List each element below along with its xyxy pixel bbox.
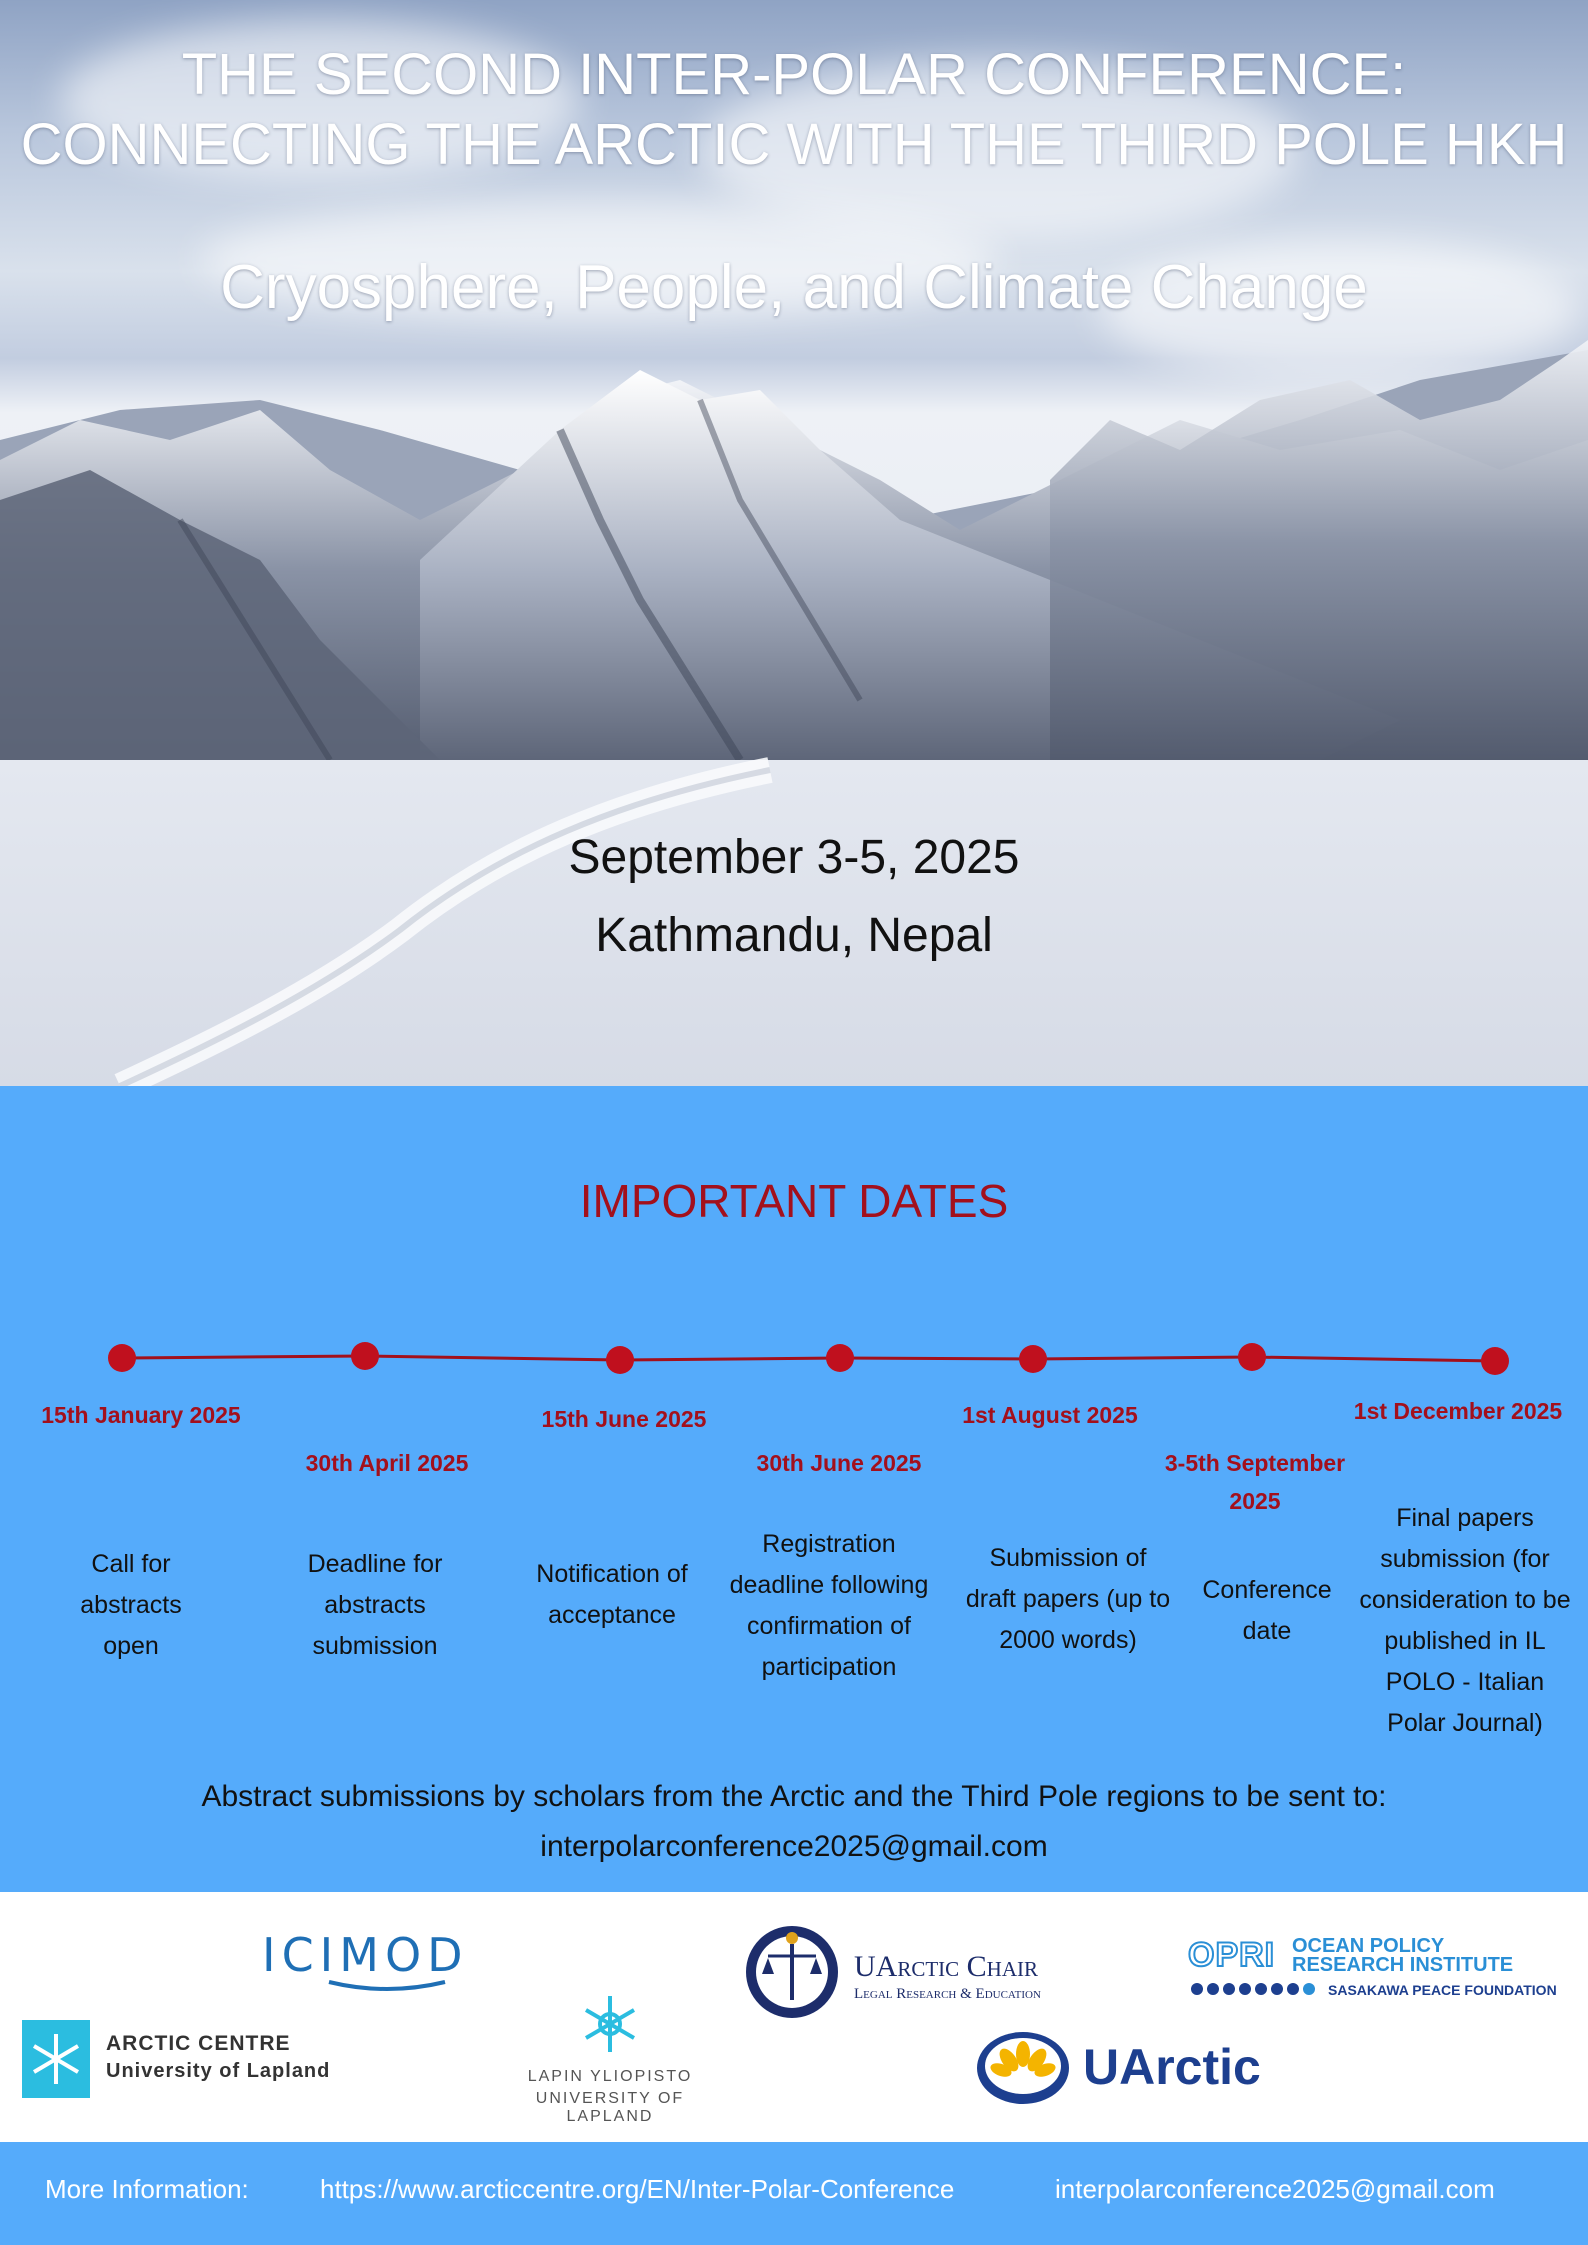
hero-banner: [0, 0, 1588, 1086]
milestone-desc-3: Notification of acceptance: [536, 1560, 688, 1629]
timeline-marker-2: [351, 1342, 379, 1370]
footer-bar: [0, 2142, 1588, 2245]
milestone-desc-7: Final papers submission (for consideration to be published in IL POLO - Italian Polar Journal): [1359, 1504, 1571, 1737]
arctic-centre-university: University of Lapland: [106, 2060, 331, 2082]
uarctic-chair-logo: [740, 1922, 1060, 2022]
timeline-line: [122, 1356, 1495, 1361]
opri-dots-icon: [1190, 1981, 1330, 1997]
uarctic-name: UArctic: [1083, 2039, 1261, 2095]
footer-label: More Information:: [45, 2174, 249, 2204]
timeline-marker-3: [606, 1346, 634, 1374]
title-line-2: CONNECTING THE ARCTIC WITH THE THIRD POLE HKH: [20, 112, 1568, 177]
milestone-desc-4: Registration deadline following confirmation of participation: [729, 1530, 929, 1681]
timeline-marker-4: [826, 1344, 854, 1372]
conference-subtitle: Cryosphere, People, and Climate Change: [220, 253, 1368, 322]
timeline-marker-5: [1019, 1345, 1047, 1373]
lapland-name-en: UNIVERSITY OF LAPLAND: [535, 2090, 685, 2125]
uarctic-logo: [975, 2030, 1265, 2110]
milestone-date-1: 15th January 2025: [41, 1402, 241, 1428]
opri-foundation: SASAKAWA PEACE FOUNDATION: [1328, 1982, 1557, 1998]
milestone-desc-5: Submission of draft papers (up to 2000 words): [965, 1544, 1171, 1654]
important-dates-section: [0, 1086, 1588, 1892]
conference-location: Kathmandu, Nepal: [595, 909, 993, 962]
milestone-desc-1: Call for abstracts open: [80, 1550, 182, 1660]
timeline-marker-1: [108, 1344, 136, 1372]
milestone-date-4: 30th June 2025: [756, 1450, 922, 1476]
arctic-centre-name: ARCTIC CENTRE: [106, 2032, 291, 2055]
opri-name-line-2: RESEARCH INSTITUTE: [1292, 1954, 1514, 1976]
title-line-1: THE SECOND INTER-POLAR CONFERENCE:: [181, 42, 1407, 107]
uarctic-chair-subtitle: Legal Research & Education: [854, 1986, 1041, 2002]
university-of-lapland-logo: [490, 1992, 730, 2125]
arctic-centre-logo: [22, 2020, 352, 2100]
milestone-desc-6: Conference date: [1202, 1576, 1332, 1645]
uarctic-sun-icon: [975, 2030, 1071, 2106]
lapland-name-fi: LAPIN YLIOPISTO: [527, 2068, 693, 2085]
conference-dates: September 3-5, 2025: [568, 831, 1020, 884]
abstract-note: Abstract submissions by scholars from the Arctic and the Third Pole regions to be sent to:: [201, 1780, 1387, 1813]
footer-email-link[interactable]: interpolarconference2025@gmail.com: [1055, 2174, 1495, 2204]
important-dates-title: IMPORTANT DATES: [579, 1175, 1009, 1227]
milestone-date-2: 30th April 2025: [305, 1450, 469, 1476]
partner-logos: [0, 1892, 1588, 2142]
opri-mark: OPRI: [1188, 1936, 1276, 1974]
uarctic-chair-name: UArctic Chair: [854, 1950, 1039, 1983]
scales-of-justice-icon: [740, 1922, 844, 2018]
footer-url-link[interactable]: https://www.arcticcentre.org/EN/Inter-Polar-Conference: [320, 2174, 955, 2204]
milestone-desc-2: Deadline for abstracts submission: [307, 1550, 443, 1660]
milestone-date-3: 15th June 2025: [541, 1406, 707, 1432]
milestone-date-6: 3-5th September 2025: [1164, 1450, 1346, 1514]
abstract-email[interactable]: interpolarconference2025@gmail.com: [540, 1830, 1048, 1863]
milestone-date-7: 1st December 2025: [1353, 1398, 1563, 1424]
timeline-marker-6: [1238, 1343, 1266, 1371]
icimod-logo: ICIMOD: [262, 1928, 492, 1998]
snowflake-icon: [22, 2020, 90, 2098]
timeline-marker-7: [1481, 1347, 1509, 1375]
conference-title: [0, 40, 1588, 180]
opri-name-line-1: OCEAN POLICY: [1292, 1935, 1445, 1957]
icimod-swoosh-icon: [327, 1978, 447, 1994]
milestone-date-5: 1st August 2025: [962, 1402, 1138, 1428]
opri-logo: [1188, 1936, 1568, 2006]
lapland-snowflake-icon: [578, 1992, 642, 2056]
